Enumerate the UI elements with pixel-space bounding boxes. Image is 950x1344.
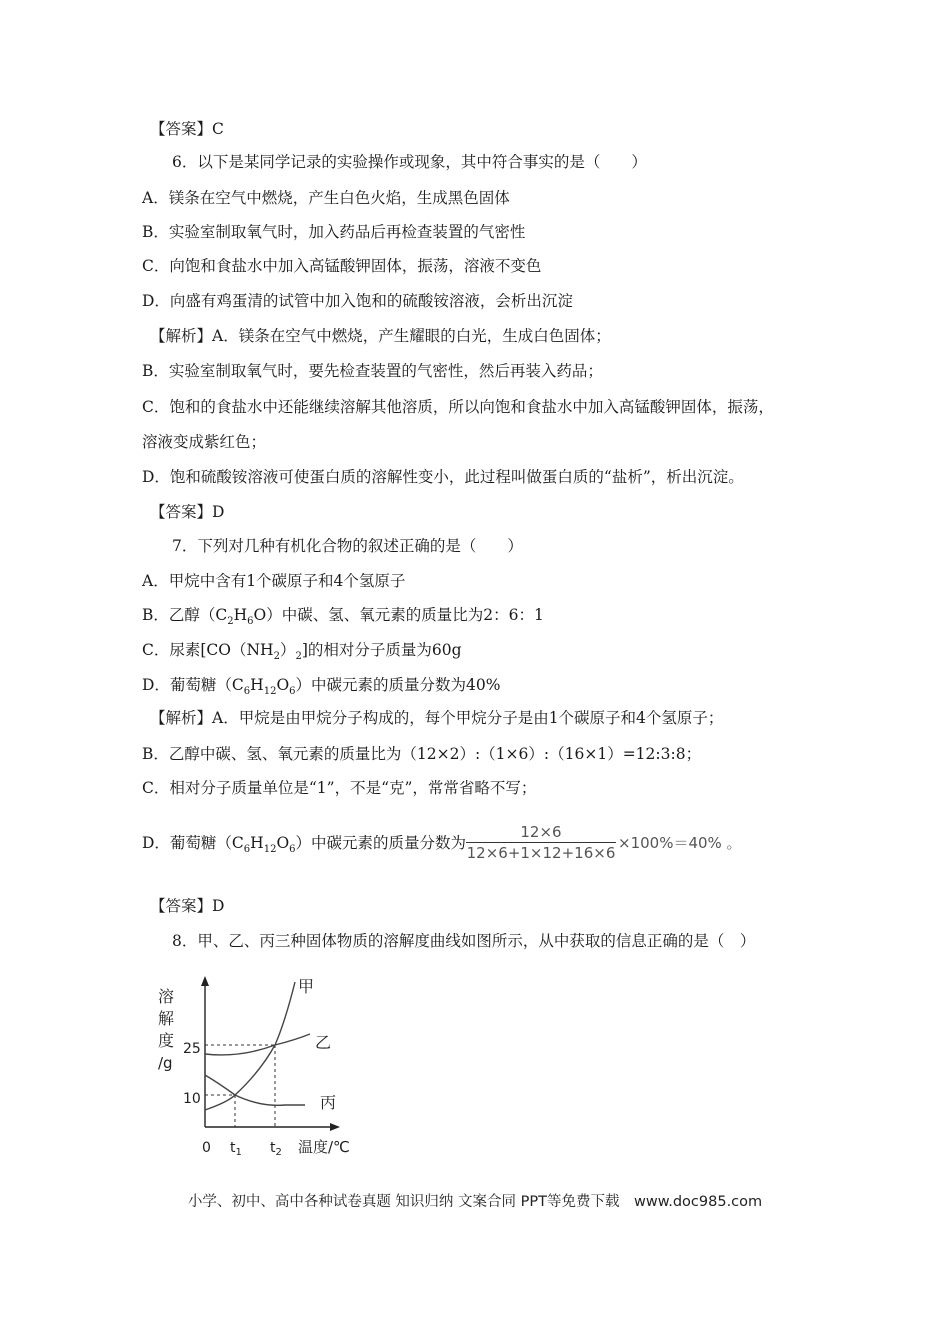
q7-explanation-d: D．葡萄糖$(C_6H_{12}O_6)$中碳元素的质量分数为 [142, 834, 467, 856]
origin-label: 0 [202, 1140, 211, 1156]
y-tick-25: 25 [183, 1041, 201, 1057]
q6-explanation-a: 【解析】A．镁条在空气中燃烧，产生耀眼的白光，生成白色固体； [150, 327, 611, 345]
solubility-chart [150, 972, 390, 1162]
q6-option-a: A．镁条在空气中燃烧，产生白色火焰，生成黑色固体 [142, 189, 510, 207]
fraction-numerator: 12×6 [520, 823, 562, 841]
q6-option-d: D．向盛有鸡蛋清的试管中加入饱和的硫酸铵溶液，会析出沉淀 [142, 292, 573, 310]
q7-option-b: B．乙醇$(C_2H_6O)$中碳、氢、氧元素的质量比为2：6：1 [142, 606, 544, 628]
fraction-result: ×100%＝40% 。 [618, 834, 742, 852]
ylabel-char-3: 度 [158, 1031, 175, 1050]
q6-explanation-c1: C．饱和的食盐水中还能继续溶解其他溶质，所以向饱和食盐水中加入高锰酸钾固体，振荡， [142, 398, 774, 416]
footer: 小学、初中、高中各种试卷真题 知识归纳 文案合同 PPT等免费下载 www.doc985.com [187, 1194, 763, 1210]
q6-explanation-c2: 溶液变成紫红色； [142, 433, 267, 451]
x-axis-label: 温度/℃ [298, 1138, 350, 1156]
answer-7: 【答案】D [150, 897, 225, 915]
q7-explanation-b: B．乙醇中碳、氢、氧元素的质量比为（12×2）:（1×6）:（16×1）=12:3:8； [142, 745, 702, 763]
mass-fraction-formula [466, 822, 616, 863]
q7-option-d: D．葡萄糖$(C_6H_{12}O_6)$中碳元素的质量分数为40% [142, 676, 501, 698]
q7-option-a: A．甲烷中含有1个碳原子和4个氢原子 [142, 572, 406, 590]
q7-explanation-a: 【解析】A．甲烷是由甲烷分子构成的，每个甲烷分子是由1个碳原子和4个氢原子； [150, 709, 724, 727]
x-tick-t1: $t_1$ [230, 1140, 242, 1158]
ylabel-char-4: /g [158, 1054, 173, 1072]
x-axis-arrow [330, 1123, 340, 1131]
answer-5: 【答案】C [150, 120, 224, 138]
y-axis-arrow [201, 976, 209, 986]
ylabel-char-2: 解 [158, 1009, 175, 1028]
question-7: 7．下列对几种有机化合物的叙述正确的是（ ） [172, 537, 523, 555]
curve-yi [205, 1034, 310, 1055]
y-tick-10: 10 [183, 1091, 201, 1107]
q7-explanation-c: C．相对分子质量单位是“1”，不是“克”，常常省略不写； [142, 779, 537, 797]
x-tick-t2: $t_2$ [270, 1140, 282, 1158]
q6-explanation-b: B．实验室制取氧气时，要先检查装置的气密性，然后再装入药品； [142, 362, 603, 380]
answer-6: 【答案】D [150, 503, 225, 521]
q6-explanation-d: D．饱和硫酸铵溶液可使蛋白质的溶解性变小，此过程叫做蛋白质的“盐析”，析出沉淀。 [142, 468, 744, 486]
series-label-jia: 甲 [298, 977, 315, 996]
curve-bing [205, 1075, 305, 1105]
q6-option-c: C．向饱和食盐水中加入高锰酸钾固体，振荡，溶液不变色 [142, 257, 542, 275]
question-6: 6．以下是某同学记录的实验操作或现象，其中符合事实的是（ ） [172, 153, 647, 171]
fraction-denominator: 12×6+1×12+16×6 [466, 844, 616, 862]
question-8: 8．甲、乙、丙三种固体物质的溶解度曲线如图所示，从中获取的信息正确的是（ ） [172, 932, 756, 950]
q7-option-c: C．尿素$[CO(NH_2)_2]$的相对分子质量为60g [142, 641, 462, 663]
series-label-yi: 乙 [315, 1033, 332, 1052]
series-label-bing: 丙 [320, 1093, 337, 1112]
curve-jia [205, 982, 295, 1110]
ylabel-char-1: 溶 [158, 987, 175, 1006]
q6-option-b: B．实验室制取氧气时，加入药品后再检查装置的气密性 [142, 223, 526, 241]
